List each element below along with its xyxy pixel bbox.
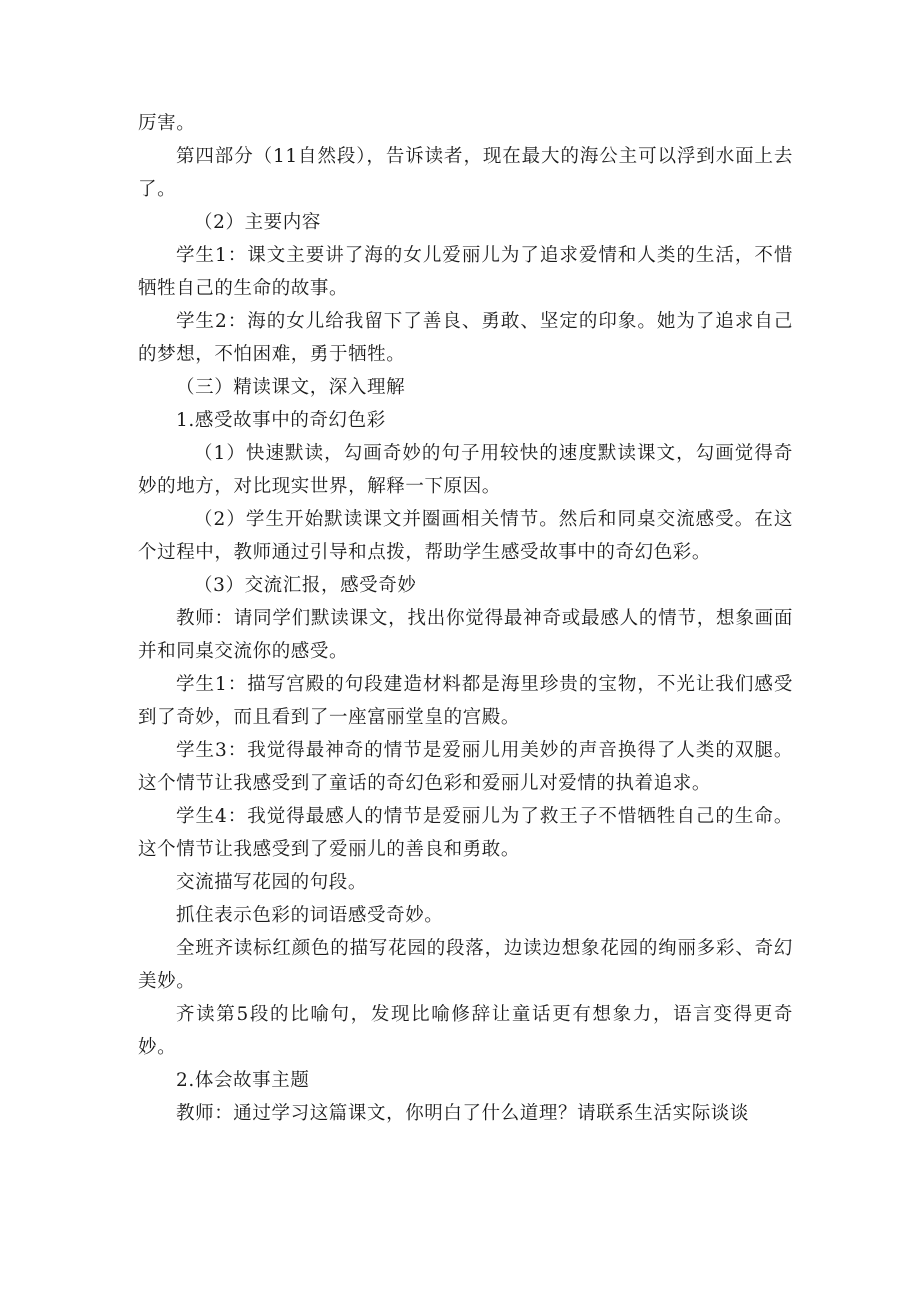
paragraph-teacher-question: 教师：通过学习这篇课文，你明白了什么道理？请联系生活实际谈谈 [176,1103,750,1124]
paragraph-garden-exchange: 交流描写花园的句段。 [176,872,368,893]
paragraph-metaphor: 齐读第5段的比喻句，发现比喻修辞让童话更有想象力，语言变得更奇妙。 [138,1004,793,1058]
paragraph-step-2: （2）学生开始默读课文并圈画相关情节。然后和同桌交流感受。在这个过程中，教师通过引导和点拨，帮助学生感受故事中的奇幻色彩。 [138,509,793,563]
paragraph-part-four: 第四部分（11自然段），告诉读者，现在最大的海公主可以浮到水面上去了。 [138,146,793,200]
paragraph-step-3: （3）交流汇报，感受奇妙 [194,575,417,596]
heading-section-three: （三）精读课文，深入理解 [176,377,406,398]
paragraph-step-1: （1）快速默读，勾画奇妙的句子用较快的速度默读课文，勾画觉得奇妙的地方，对比现实世界，解释一下原因。 [138,443,793,497]
document-body [138,107,793,1130]
heading-fantasy-color: 1.感受故事中的奇幻色彩 [176,410,386,431]
heading-story-theme: 2.体会故事主题 [176,1070,310,1091]
paragraph-class-reading: 全班齐读标红颜色的描写花园的段落，边读边想象花园的绚丽多彩、奇幻美妙。 [138,938,793,992]
paragraph-student-4: 学生4：我觉得最感人的情节是爱丽儿为了救王子不惜牺牲自己的生命。这个情节让我感受到了爱丽儿的善良和勇敢。 [138,806,793,860]
paragraph-teacher-prompt: 教师：请同学们默读课文，找出你觉得最神奇或最感人的情节，想象画面并和同桌交流你的感受。 [138,608,793,662]
paragraph-color-words: 抓住表示色彩的词语感受奇妙。 [176,905,444,926]
paragraph-student-2-impression: 学生2：海的女儿给我留下了善良、勇敢、坚定的印象。她为了追求自己的梦想，不怕困难，勇于牺牲。 [138,311,793,365]
paragraph-student-1-summary: 学生1：课文主要讲了海的女儿爱丽儿为了追求爱情和人类的生活，不惜牺牲自己的生命的故事。 [138,245,793,299]
heading-main-content: （2）主要内容 [194,212,321,233]
paragraph-continuation: 厉害。 [138,113,196,134]
paragraph-student-1-palace: 学生1：描写宫殿的句段建造材料都是海里珍贵的宝物，不光让我们感受到了奇妙，而且看到了一座富丽堂皇的宫殿。 [138,674,793,728]
paragraph-student-3: 学生3：我觉得最神奇的情节是爱丽儿用美妙的声音换得了人类的双腿。这个情节让我感受到了童话的奇幻色彩和爱丽儿对爱情的执着追求。 [138,740,793,794]
